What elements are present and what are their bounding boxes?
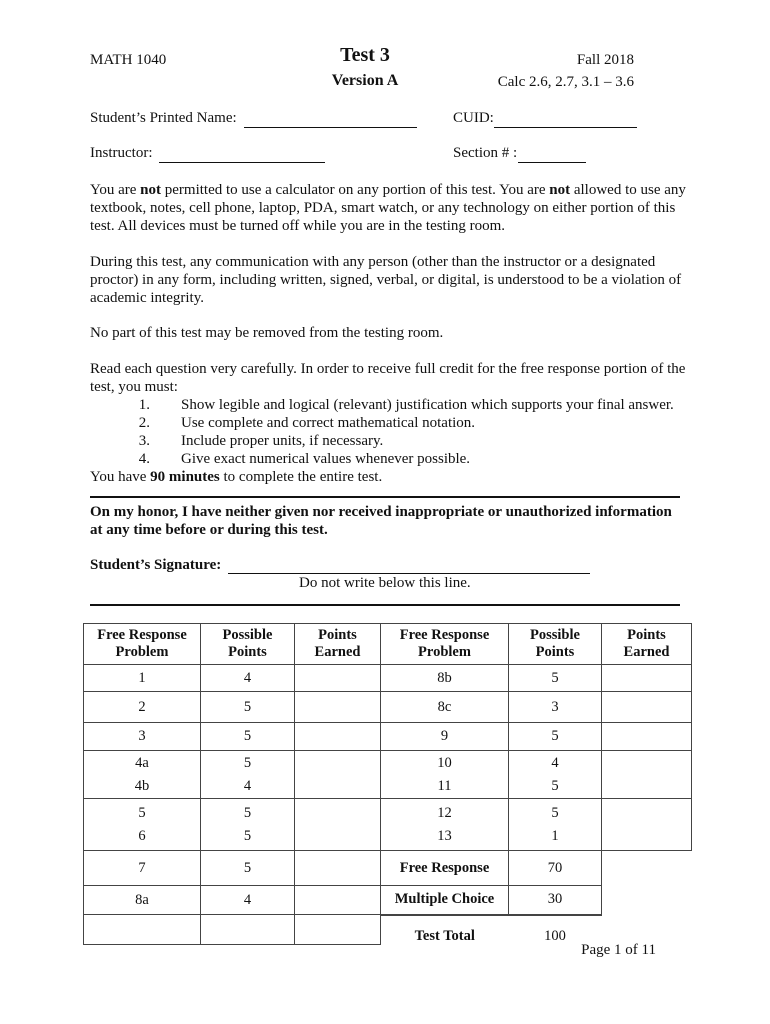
- cuid-label: CUID:: [453, 110, 494, 126]
- test-title: Test 3: [340, 44, 390, 66]
- item-number: 1.: [138, 397, 150, 413]
- table-row: [84, 915, 692, 945]
- problem-cell: 4a: [135, 754, 149, 771]
- possible-cell: 5: [243, 754, 252, 771]
- signature-label: Student’s Signature:: [90, 557, 222, 573]
- problem-cell: 8b: [381, 665, 509, 692]
- blank-cell: [84, 915, 201, 945]
- summary-label: Multiple Choice: [381, 886, 509, 915]
- p1-text-e: allowed to use any textbook, notes, cell phone, laptop, PDA, smart watch, or any technology on either portion of this test. All devices must be turned off while you are in the testing room.: [90, 182, 686, 234]
- table-row: [84, 665, 692, 692]
- earned-cell: [602, 799, 692, 851]
- possible-cell: 4: [201, 665, 295, 692]
- problem-cell-pair: [84, 799, 201, 851]
- problem-cell-pair: [84, 751, 201, 799]
- possible-cell: 4: [243, 777, 252, 794]
- devices-paragraph: [90, 181, 690, 235]
- possible-cell: 5: [201, 692, 295, 723]
- signature-field[interactable]: [228, 573, 590, 574]
- page-number: Page 1 of 11: [581, 942, 656, 958]
- possible-cell-pair: [509, 751, 602, 799]
- possible-cell-pair: [201, 751, 295, 799]
- name-field[interactable]: [244, 127, 417, 128]
- possible-cell: 4: [551, 754, 559, 771]
- earned-cell: [295, 723, 381, 751]
- possible-cell: 4: [201, 886, 295, 915]
- problem-cell: 4b: [134, 777, 150, 794]
- table-row: [84, 723, 692, 751]
- item-number: 3.: [138, 433, 150, 449]
- section-label: Section # :: [453, 145, 518, 161]
- instruction-item: [0, 414, 700, 432]
- p1-emphasis-1: not: [140, 182, 161, 198]
- item-text: Show legible and logical (relevant) justification which supports your final answer.: [181, 397, 674, 413]
- section-field[interactable]: [518, 162, 586, 163]
- name-label: Student’s Printed Name:: [90, 110, 237, 126]
- earned-cell: [602, 751, 692, 799]
- earned-cell: [295, 751, 381, 799]
- problem-cell: 2: [84, 692, 201, 723]
- table-row: [84, 799, 692, 851]
- table-row: [84, 886, 692, 915]
- possible-cell: 5: [509, 723, 602, 751]
- item-text: Include proper units, if necessary.: [181, 433, 384, 449]
- earned-cell: [295, 692, 381, 723]
- p1-emphasis-2: not: [549, 182, 571, 198]
- instruction-item: [0, 396, 700, 414]
- header-possible-right: Possible Points: [509, 624, 602, 665]
- earned-cell: [602, 665, 692, 692]
- earned-cell: [295, 665, 381, 692]
- term: Fall 2018: [576, 52, 634, 68]
- problem-cell: 7: [84, 851, 201, 886]
- time-text-a: You have: [90, 469, 151, 485]
- header-possible-left: Possible Points: [201, 624, 295, 665]
- score-table: [83, 623, 692, 945]
- problem-cell-pair: [381, 751, 509, 799]
- problem-cell: 6: [138, 827, 146, 844]
- possible-cell-pair: [509, 799, 602, 851]
- possible-cell-pair: [201, 799, 295, 851]
- possible-cell: 5: [201, 851, 295, 886]
- possible-cell: 5: [509, 665, 602, 692]
- item-number: 2.: [138, 415, 150, 431]
- integrity-paragraph: During this test, any communication with any person (other than the instructor or a designated proctor) in any form, including written, signed, verbal, or digital, is understood to be a violation of academic integrity.: [90, 254, 682, 306]
- problem-cell: 3: [84, 723, 201, 751]
- cuid-field[interactable]: [494, 127, 637, 128]
- time-text-c: to complete the entire test.: [219, 469, 383, 485]
- problem-cell: 5: [138, 804, 146, 821]
- empty-cell: [602, 886, 692, 915]
- time-limit: [90, 468, 690, 486]
- earned-cell: [295, 886, 381, 915]
- possible-cell: 5: [551, 777, 559, 794]
- problem-cell: 1: [84, 665, 201, 692]
- summary-label: Free Response: [381, 851, 509, 886]
- problem-cell-pair: [381, 799, 509, 851]
- problem-cell: 13: [437, 827, 452, 844]
- header-earned-right: Points Earned: [602, 624, 692, 665]
- credit-paragraph: Read each question very carefully. In order to receive full credit for the free response portion of the test, you must:: [90, 361, 686, 395]
- p1-text-a: You are: [90, 182, 141, 198]
- possible-cell: 5: [551, 804, 559, 821]
- table-row: [84, 851, 692, 886]
- possible-cell: 1: [551, 827, 559, 844]
- table-row: [84, 692, 692, 723]
- covered-sections: Calc 2.6, 2.7, 3.1 – 3.6: [497, 74, 634, 90]
- time-emphasis: 90 minutes: [150, 469, 220, 485]
- honor-divider-top: [90, 496, 680, 498]
- do-not-write-notice: Do not write below this line.: [299, 575, 471, 591]
- honor-divider-bottom: [90, 604, 680, 606]
- problem-cell: 11: [437, 777, 452, 794]
- item-text: Give exact numerical values whenever possible.: [181, 451, 471, 467]
- possible-cell: 5: [243, 804, 252, 821]
- item-number: 4.: [138, 451, 150, 467]
- summary-label: Test Total: [381, 915, 509, 945]
- summary-points: 100: [509, 915, 602, 945]
- possible-cell: 5: [201, 723, 295, 751]
- instruction-item: [0, 432, 700, 450]
- instructor-field[interactable]: [159, 162, 325, 163]
- possible-cell: 5: [243, 827, 252, 844]
- earned-cell: [602, 692, 692, 723]
- instructor-label: Instructor:: [90, 145, 153, 161]
- instruction-item: [0, 450, 700, 468]
- earned-cell: [295, 799, 381, 851]
- header-earned-left: Points Earned: [295, 624, 381, 665]
- removal-paragraph: No part of this test may be removed from the testing room.: [90, 325, 444, 341]
- problem-cell: 9: [381, 723, 509, 751]
- header-problem-left: Free Response Problem: [84, 624, 201, 665]
- problem-cell: 8a: [84, 886, 201, 915]
- course-code: MATH 1040: [90, 52, 167, 68]
- item-text: Use complete and correct mathematical notation.: [181, 415, 476, 431]
- empty-cell: [602, 851, 692, 886]
- possible-cell: 3: [509, 692, 602, 723]
- empty-cell: [602, 915, 692, 945]
- summary-points: 70: [509, 851, 602, 886]
- summary-points: 30: [509, 886, 602, 915]
- earned-cell: [602, 723, 692, 751]
- earned-cell: [295, 915, 381, 945]
- test-version: Version A: [331, 72, 399, 89]
- table-row: [84, 751, 692, 799]
- problem-cell: 10: [437, 754, 452, 771]
- header-problem-right: Free Response Problem: [381, 624, 509, 665]
- blank-cell: [201, 915, 295, 945]
- p1-text-c: permitted to use a calculator on any portion of this test. You are: [161, 182, 550, 198]
- problem-cell: 8c: [381, 692, 509, 723]
- earned-cell: [295, 851, 381, 886]
- honor-pledge: On my honor, I have neither given nor received inappropriate or unauthorized information at any time before or during this test.: [90, 504, 672, 538]
- problem-cell: 12: [437, 804, 452, 821]
